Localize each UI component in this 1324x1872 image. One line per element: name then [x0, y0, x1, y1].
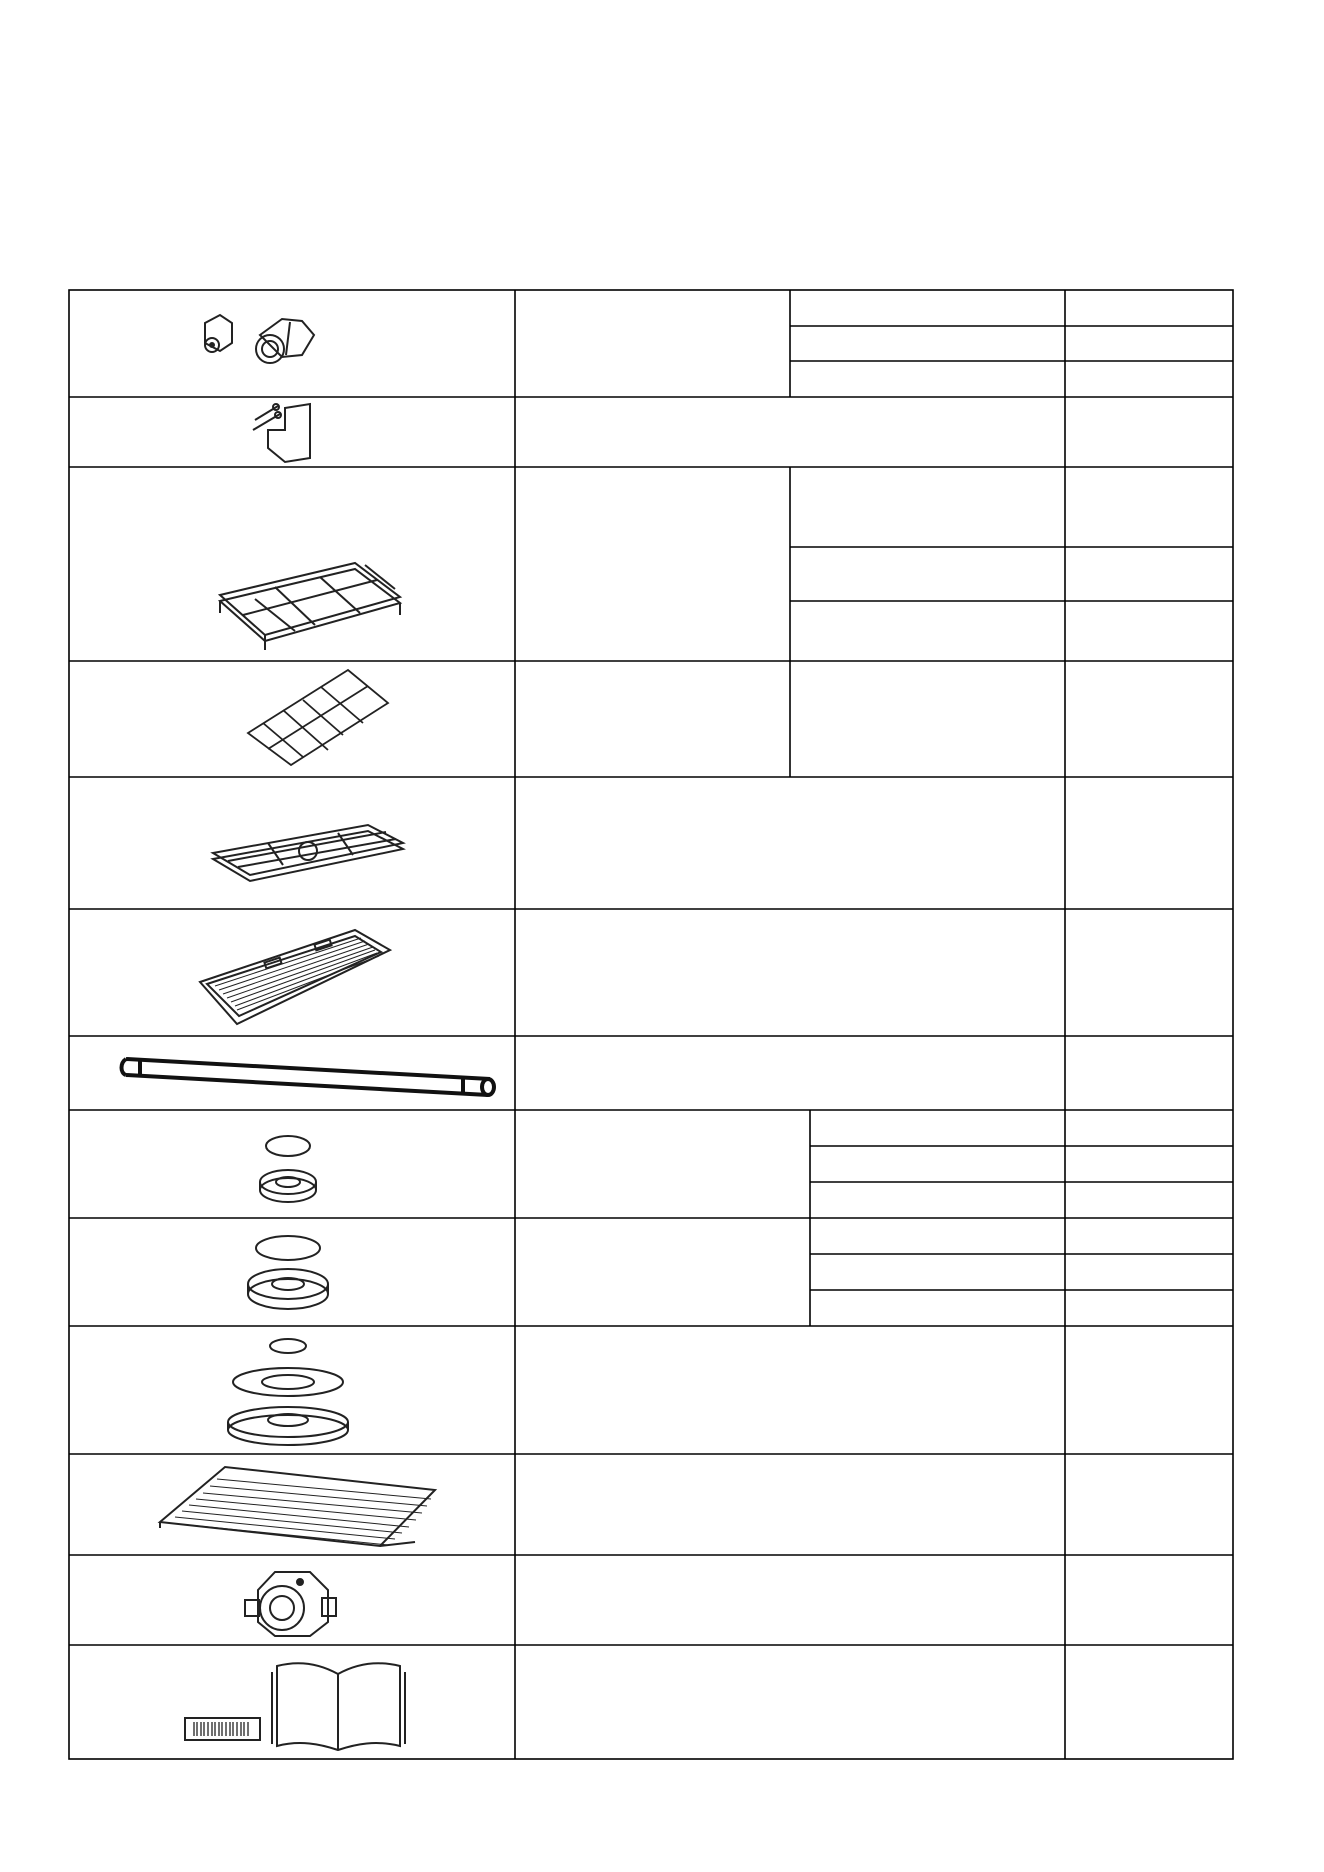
large-burner-cap-and-head-icon [238, 1232, 338, 1317]
anti-tip-bracket-with-screws-icon [250, 400, 340, 465]
manual-and-barcode-label-icon [180, 1652, 420, 1752]
double-burner-grate-icon [215, 555, 405, 660]
gas-nozzle-orifices-icon [190, 305, 340, 375]
dual-ring-burner-assembly-icon [218, 1336, 358, 1446]
griddle-plate-icon [195, 920, 395, 1028]
center-grate-icon [208, 815, 408, 885]
door-handle-bar-icon [118, 1045, 498, 1105]
oven-wire-rack-icon [155, 1462, 440, 1548]
double-burner-grate-alt-icon [243, 665, 393, 773]
gas-pressure-regulator-icon [240, 1562, 340, 1642]
small-burner-cap-and-head-icon [248, 1132, 328, 1212]
